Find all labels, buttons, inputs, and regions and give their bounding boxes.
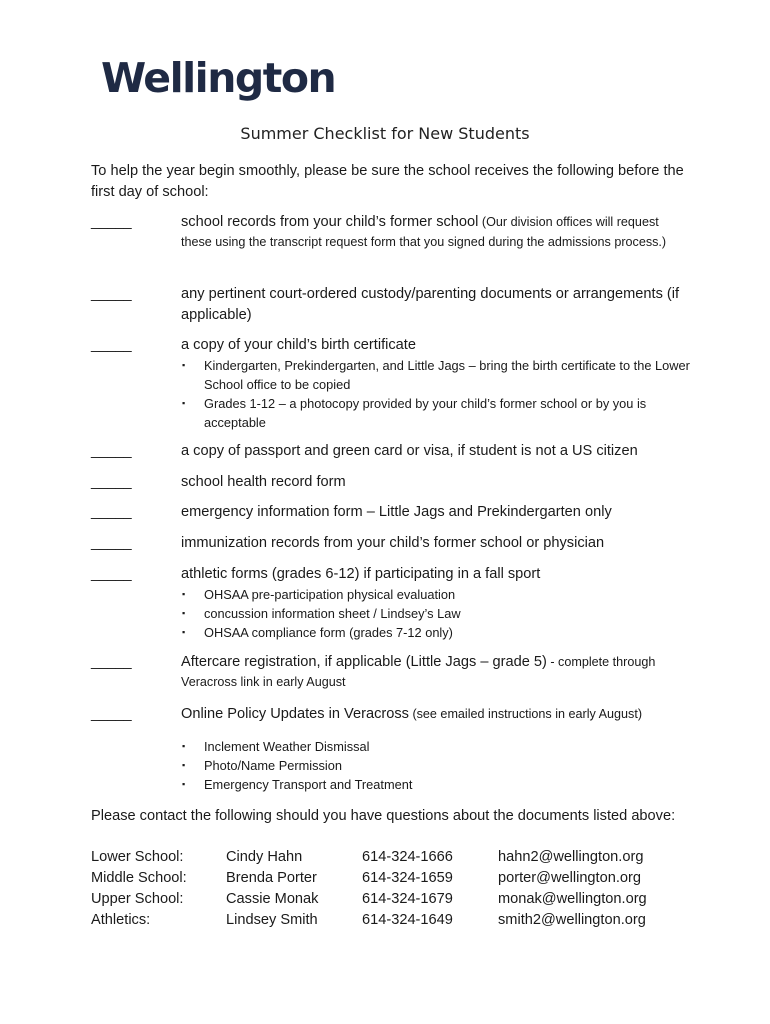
checkbox-blank: _____ [91, 337, 132, 353]
bullet-icon: ▪ [182, 398, 186, 408]
contacts-table [91, 847, 711, 931]
bullet-icon: ▪ [182, 779, 186, 789]
bullet-icon: ▪ [182, 589, 186, 599]
contact-phone: 614-324-1649 [362, 912, 453, 928]
bullet-icon: ▪ [182, 608, 186, 618]
bullet-item: ▪ Kindergarten, Prekindergarten, and Little Jags – bring the birth certificate to the Lower School office to be copied [182, 358, 690, 392]
bullet-item: ▪ concussion information sheet / Lindsey’s Law [182, 606, 461, 621]
contact-email: smith2@wellington.org [498, 912, 646, 928]
contact-row [91, 868, 711, 889]
item-text: Online Policy Updates in Veracross [181, 706, 409, 722]
bullet-item: ▪ Photo/Name Permission [182, 758, 342, 773]
checkbox-blank: _____ [91, 654, 132, 670]
contact-name: Brenda Porter [226, 870, 317, 886]
item-note: (Our division offices will request these using the transcript request form that you signed during the admissions process.) [181, 215, 667, 249]
item-text: immunization records from your child’s former school or physician [181, 535, 605, 551]
contact-email: porter@wellington.org [498, 870, 641, 886]
intro-text: To help the year begin smoothly, please be sure the school receives the following before the first day of school: [91, 163, 684, 200]
contact-row [91, 889, 711, 910]
contact-division: Upper School: [91, 891, 184, 907]
contact-phone: 614-324-1659 [362, 870, 453, 886]
checkbox-blank: _____ [91, 474, 132, 490]
bullet-item: ▪ Grades 1-12 – a photocopy provided by your child’s former school or by you is acceptable [182, 396, 647, 430]
checkbox-blank: _____ [91, 706, 132, 722]
item-text: emergency information form – Little Jags and Prekindergarten only [181, 504, 612, 520]
page-title: Summer Checklist for New Students [240, 124, 530, 143]
contact-phone: 614-324-1679 [362, 891, 453, 907]
item-text: school health record form [181, 474, 346, 490]
contact-email: monak@wellington.org [498, 891, 647, 907]
contact-division: Lower School: [91, 849, 184, 865]
bullet-icon: ▪ [182, 627, 186, 637]
contact-email: hahn2@wellington.org [498, 849, 644, 865]
contact-division: Middle School: [91, 870, 187, 886]
contact-row [91, 910, 711, 931]
bullet-icon: ▪ [182, 741, 186, 751]
checkbox-blank: _____ [91, 286, 132, 302]
checkbox-blank: _____ [91, 214, 132, 230]
contact-intro: Please contact the following should you have questions about the documents listed above: [91, 808, 676, 824]
contact-phone: 614-324-1666 [362, 849, 453, 865]
contact-name: Cindy Hahn [226, 849, 303, 865]
checkbox-blank: _____ [91, 504, 132, 520]
bullet-icon: ▪ [182, 760, 186, 770]
checkbox-blank: _____ [91, 535, 132, 551]
contact-division: Athletics: [91, 912, 151, 928]
item-text: a copy of your child’s birth certificate [181, 337, 416, 353]
item-text: a copy of passport and green card or visa, if student is not a US citizen [181, 443, 638, 459]
item-text: school records from your child’s former school [181, 214, 479, 230]
item-text: Aftercare registration, if applicable (Little Jags – grade 5) [181, 654, 547, 670]
bullet-icon: ▪ [182, 360, 186, 370]
checkbox-blank: _____ [91, 566, 132, 582]
checkbox-blank: _____ [91, 443, 132, 459]
item-note: - complete through Veracross link in early August [181, 655, 656, 689]
bullet-item: ▪ Emergency Transport and Treatment [182, 777, 413, 792]
bullet-list [181, 356, 691, 432]
bullet-item: ▪ Inclement Weather Dismissal [182, 739, 370, 754]
item-text: any pertinent court-ordered custody/parenting documents or arrangements (if applicable) [181, 286, 680, 323]
item-note: (see emailed instructions in early August) [412, 707, 643, 721]
bullet-item: ▪ OHSAA pre-participation physical evaluation [182, 587, 456, 602]
contact-name: Cassie Monak [226, 891, 319, 907]
contact-name: Lindsey Smith [226, 912, 318, 928]
bullet-list [181, 585, 691, 642]
bullet-list [181, 737, 691, 794]
bullet-item: ▪ OHSAA compliance form (grades 7-12 only) [182, 625, 453, 640]
contact-row [91, 847, 711, 868]
wellington-logo: Wellington [101, 54, 336, 102]
item-text: athletic forms (grades 6-12) if participating in a fall sport [181, 566, 541, 582]
